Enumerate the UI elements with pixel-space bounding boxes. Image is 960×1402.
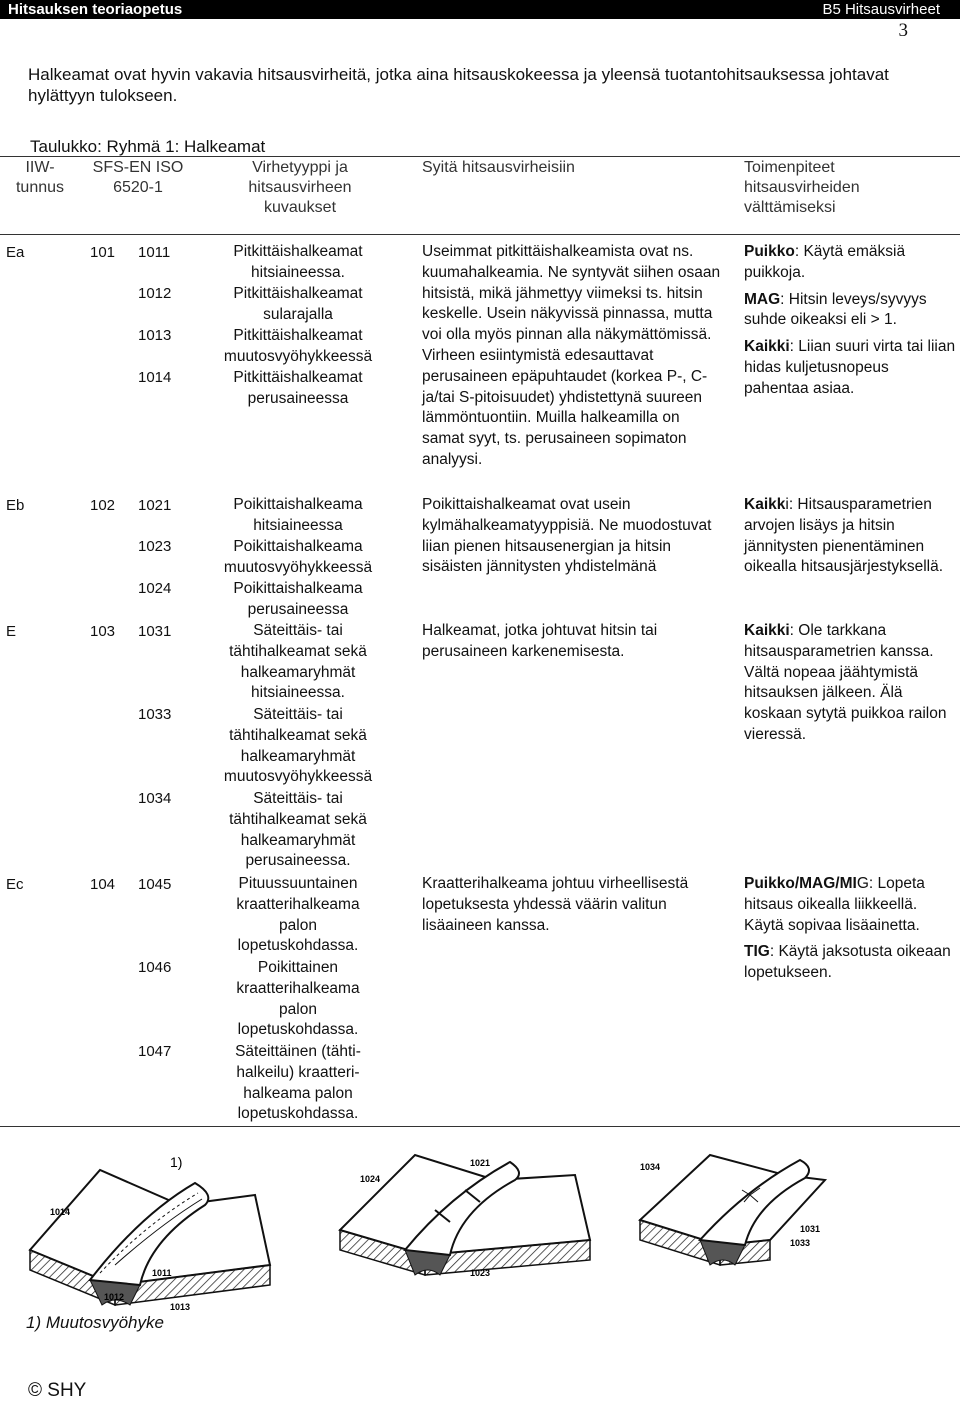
- defect-description: Poikittaishalkeama hitsiaineessa: [233, 496, 363, 534]
- sub-code: 1047: [138, 1043, 172, 1060]
- table-header-rule: [0, 234, 960, 235]
- copyright-notice: © SHY: [28, 1380, 87, 1401]
- figure-footnote: 1) Muutosvyöhyke: [26, 1313, 164, 1332]
- sub-code: 1013: [138, 327, 172, 344]
- figure-label: 1034: [640, 1162, 661, 1172]
- main-code: 102: [90, 497, 116, 514]
- iiw-code: Eb: [6, 497, 25, 514]
- main-code: 104: [90, 876, 116, 893]
- weld-plate-drawing: [30, 1170, 270, 1305]
- sub-code: 1034: [138, 790, 172, 807]
- figure-label: 1014: [50, 1207, 71, 1217]
- table-caption: Taulukko: Ryhmä 1: Halkeamat: [30, 137, 266, 156]
- figure-label: 1013: [170, 1302, 191, 1312]
- sub-code: 1012: [138, 285, 172, 302]
- header-course-title: Hitsauksen teoriaopetus: [8, 1, 183, 18]
- figure-label: 1011: [152, 1268, 172, 1278]
- sub-code: 1033: [138, 706, 172, 723]
- iiw-code: Ec: [6, 876, 24, 893]
- sub-code: 1046: [138, 959, 172, 976]
- sub-code: 1023: [138, 538, 172, 555]
- sub-code: 1024: [138, 580, 172, 597]
- header-causes: Syitä hitsausvirheisiin: [422, 159, 575, 176]
- weld-crack-figure-longitudinal: [20, 1145, 300, 1315]
- defect-description: Pitkittäishalkeamat muutosvyöhykkeessä: [223, 327, 373, 365]
- iiw-code: E: [6, 623, 17, 640]
- header-sfs: SFS-EN ISO 6520-1: [92, 159, 184, 196]
- defect-description: Poikittainen kraatterihalkeama palon lopetuskohdassa.: [236, 959, 360, 1039]
- figure-label: 1033: [790, 1238, 811, 1248]
- figure-label: 1): [170, 1154, 183, 1170]
- sub-code: 1021: [138, 497, 172, 514]
- weld-plate-drawing: [640, 1155, 825, 1265]
- prevention-actions: [744, 495, 956, 578]
- prevention-actions: [744, 621, 956, 746]
- defect-description: Säteittäis- tai tähtihalkeamat sekä halkeamaryhmät muutosvyöhykkeessä: [223, 706, 373, 786]
- action-item: Kaikki: Liian suuri virta tai liian hidas kuljetusnopeus pahentaa asiaa.: [744, 338, 956, 397]
- defect-causes: Poikittaishalkeamat ovat usein kylmähalkeamatyyppisiä. Ne muodostuvat liian pienen hitsausenergian ja hitsin sisäisten jännitysten yhdistelmänä: [422, 496, 712, 576]
- sub-code: 1014: [138, 369, 172, 386]
- defect-description: Pitkittäishalkeamat perusaineessa: [233, 369, 363, 407]
- defect-description: Poikittaishalkeama perusaineessa: [233, 580, 363, 618]
- defect-description: Poikittaishalkeama muutosvyöhykkeessä: [223, 538, 373, 576]
- header-iiw: IIW- tunnus: [15, 159, 65, 196]
- defect-description: Säteittäis- tai tähtihalkeamat sekä halkeamaryhmät hitsiaineessa.: [229, 622, 367, 702]
- sub-code: 1045: [138, 876, 172, 893]
- action-item: Kaikki: Hitsausparametrien arvojen lisäys ja hitsin jännitysten pienentäminen oikealla hitsausjärjestyksellä.: [744, 496, 944, 576]
- header-actions: Toimenpiteet hitsausvirheiden välttämiseksi: [744, 159, 860, 216]
- table-bottom-rule: [0, 1126, 960, 1127]
- figure-label: 1023: [470, 1268, 491, 1278]
- defect-description: Säteittäinen (tähti- halkeilu) kraatteri- halkeama palon lopetuskohdassa.: [235, 1043, 361, 1123]
- main-code: 101: [90, 244, 116, 261]
- defect-description: Pitkittäishalkeamat sularajalla: [233, 285, 363, 323]
- defect-description: Pitkittäishalkeamat hitsiaineessa.: [233, 243, 363, 281]
- defect-causes: Kraatterihalkeama johtuu virheellisestä lopetuksesta yhdessä väärin valitun lisäaineen kanssa.: [422, 875, 689, 934]
- weld-crack-figure-radiating: [630, 1150, 910, 1290]
- sub-code: 1031: [138, 623, 172, 640]
- weld-plate-drawing: [340, 1155, 590, 1275]
- defect-description: Pituussuuntainen kraatterihalkeama palon lopetuskohdassa.: [236, 875, 360, 955]
- header-type: Virhetyyppi ja hitsausvirheen kuvaukset: [248, 159, 352, 216]
- figure-label: 1012: [104, 1292, 125, 1302]
- page-number: 3: [898, 20, 908, 41]
- header-section-title: B5 Hitsausvirheet: [822, 1, 940, 18]
- action-item: TIG: Käytä jaksotusta oikeaan lopetukseen.: [744, 943, 951, 982]
- sub-code: 1011: [138, 244, 171, 261]
- table-top-rule: [0, 156, 960, 157]
- action-item: Puikko/MAG/MIG: Lopeta hitsaus oikealla liikkeellä. Käytä sopivaa lisäainetta.: [744, 875, 925, 934]
- intro-paragraph: Halkeamat ovat hyvin vakavia hitsausvirheitä, jotka aina hitsauskokeessa ja yleensä tuotantohitsauksessa johtavat hylättyyn tulokseen.: [28, 65, 889, 105]
- action-item: Kaikki: Ole tarkkana hitsausparametrien kanssa. Vältä nopeaa jäähtymistä hitsauksen jälkeen. Älä koskaan sytytä puikkoa railon vieressä.: [744, 622, 947, 743]
- weld-crack-figure-transverse: [330, 1150, 610, 1290]
- action-item: Puikko: Käytä emäksiä puikkoja.: [744, 243, 906, 281]
- figure-label: 1024: [360, 1174, 381, 1184]
- defect-causes: Useimmat pitkittäishalkeamista ovat ns. kuumahalkeamia. Ne syntyvät siihen osaan hitsistä, mikä jähmettyy viimeksi ts. hitsin keskelle. Usein näkyvissä pinnassa, mutta voi olla myös pinnan alla näkymättömissä. Virheen esiintymistä edesauttavat perusaineen epäpuhtaudet (korkea P-, C- ja/tai S-pitoisuudet) yhdistettynä suureen lämmöntuontiin. Muilla halkeamilla on samat syyt, ts. perusaineen sopimaton analyysi.: [422, 243, 721, 468]
- defect-causes: Halkeamat, jotka johtuvat hitsin tai perusaineen karkenemisesta.: [422, 622, 658, 660]
- action-item: MAG: Hitsin leveys/syvyys suhde oikeaksi eli > 1.: [744, 290, 927, 329]
- prevention-actions: [744, 874, 956, 984]
- defect-description: Säteittäis- tai tähtihalkeamat sekä halkeamaryhmät perusaineessa.: [229, 790, 367, 870]
- main-code: 103: [90, 623, 116, 640]
- prevention-actions: [744, 242, 956, 400]
- figure-label: 1031: [800, 1224, 821, 1234]
- figure-label: 1021: [470, 1158, 491, 1168]
- iiw-code: Ea: [6, 244, 25, 261]
